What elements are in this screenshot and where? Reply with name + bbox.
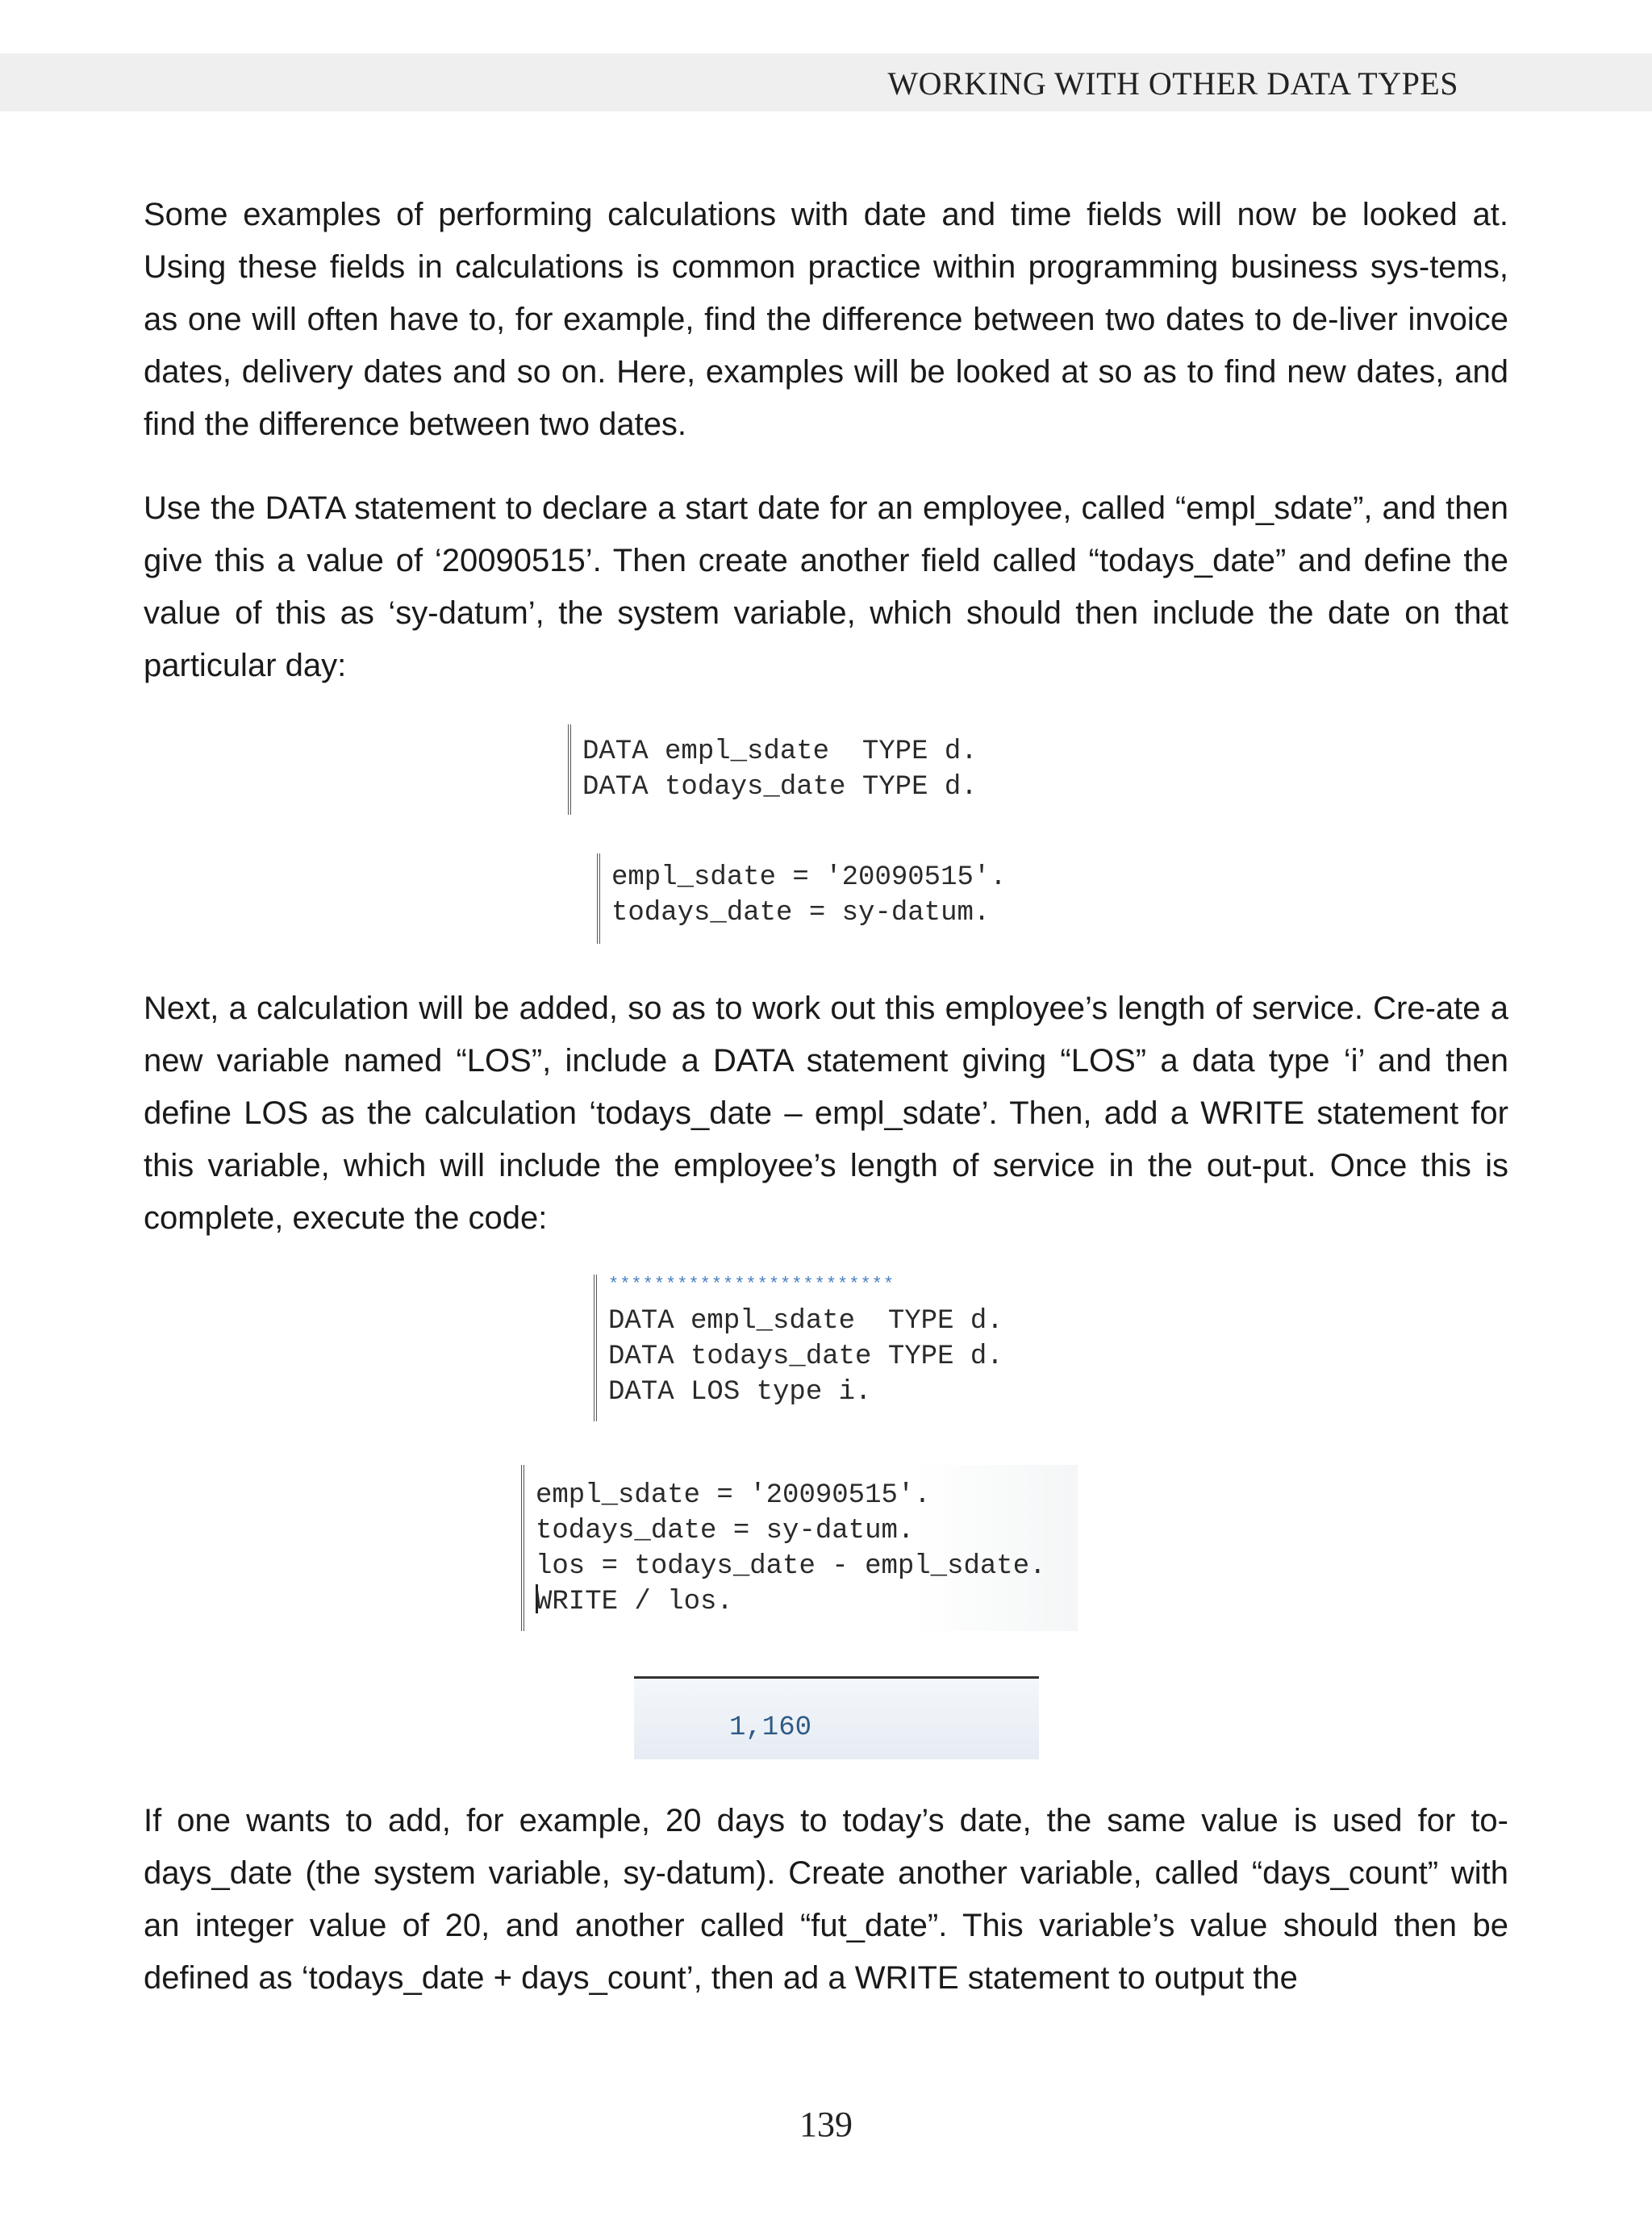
code-line: DATA todays_date TYPE d. [582,772,978,803]
code-line: DATA todays_date TYPE d. [608,1341,1003,1372]
code-snippet-assign [597,853,1049,944]
code-snippet-calculation [521,1465,1078,1631]
code-snippet-declare [568,724,1020,815]
code-line: empl_sdate = '20090515'. [536,1480,931,1511]
paragraph-data-statement: Use the DATA statement to declare a start date for an employee, called “empl_sdate”, and then give this a value of ‘20090515’. Then create another field called “todays_date” and define the value of this as ‘sy-datum’, the system variable, which should then include the date on that particular day: [144,490,1508,683]
code-line-write [536,1584,1078,1620]
program-output-panel [634,1676,1039,1759]
code-write-text: WRITE / los. [536,1587,733,1617]
code-line: todays_date = sy-datum. [611,898,991,928]
paragraph-intro: Some examples of performing calculations with date and time fields will now be looked at. Using these fields in calculations is common practice within programming business sys-tems, as one will often have to, for example, find the difference between two dates to de-liver invoice dates, delivery dates and so on. Here, examples will be looked at so as to find new dates, and find the difference between two dates. [144,197,1508,442]
code-line: DATA empl_sdate TYPE d. [608,1306,1003,1337]
running-header-title: WORKING WITH OTHER DATA TYPES [887,65,1458,102]
output-value: 1,160 [729,1713,812,1743]
code-line: los = todays_date - empl_sdate. [536,1551,1046,1582]
paragraph-length-of-service: Next, a calculation will be added, so as to work out this employee’s length of service. Cre-ate a new variable named “LOS”, include a DATA statement giving “LOS” a data type ‘i’ and then define LOS as the calculation ‘todays_date – empl_sdate’. Then, add a WRITE statement for this variable, which will include the employee’s length of service in the out-put. Once this is complete, execute the code: [144,991,1508,1236]
code-line: DATA LOS type i. [608,1377,872,1408]
comment-stars: ************************* [608,1275,895,1295]
code-line: todays_date = sy-datum. [536,1516,915,1546]
paragraph-add-days: If one wants to add, for example, 20 days to today’s date, the same value is used for to-days_date (the system variable, sy-datum). Create another variable, called “days_count” with an integer value of 20, and another called “fut_date”. This variable’s value should then be defined as ‘todays_date + days_count’, then ad a WRITE statement to output the [144,1803,1508,1996]
page-number: 139 [799,2105,853,2144]
code-line: empl_sdate = '20090515'. [611,862,1007,893]
code-line: DATA empl_sdate TYPE d. [582,736,978,767]
code-snippet-declare-los [594,1275,1078,1421]
